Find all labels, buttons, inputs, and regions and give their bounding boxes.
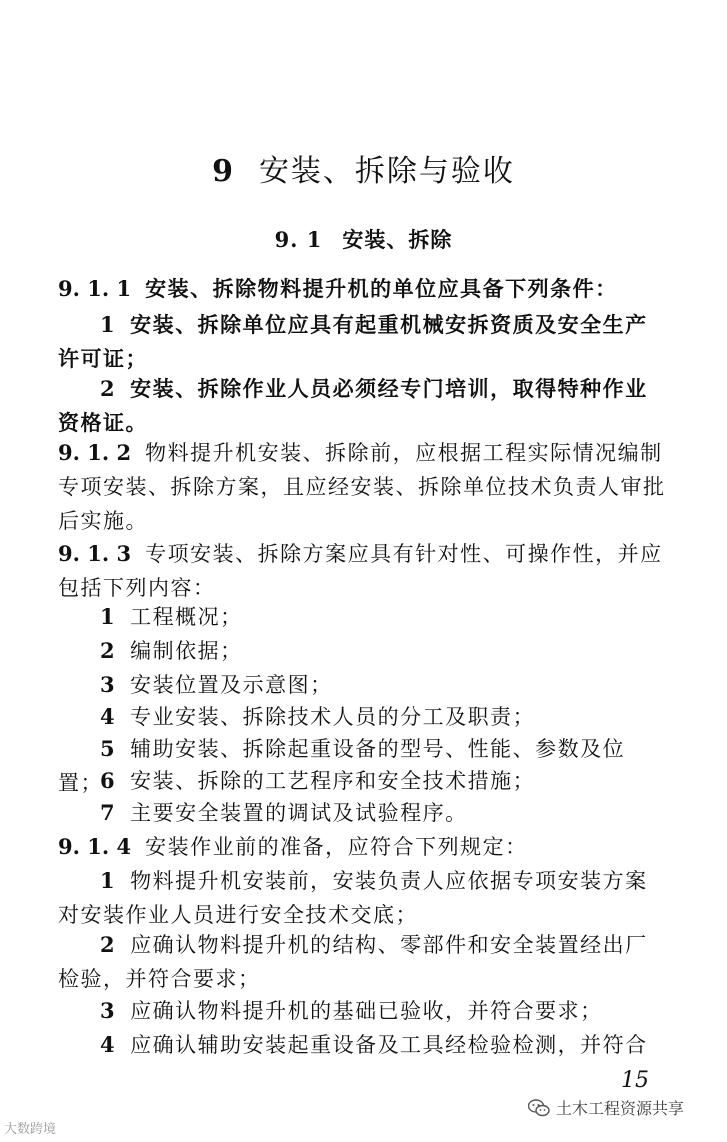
clause-text: 专项安装、拆除方案应具有针对性、可操作性，并应包括下列内容：	[58, 542, 663, 600]
item-number: 2	[100, 932, 117, 957]
clause-number: 9. 1. 1	[58, 276, 132, 301]
clause-9-1-4-item-2	[58, 928, 670, 996]
item-number: 4	[100, 1032, 117, 1057]
clause-9-1-4-item-4	[58, 1028, 670, 1062]
item-number: 1	[100, 868, 117, 893]
section-title-text: 安装、拆除	[342, 227, 453, 252]
item-number: 7	[100, 800, 117, 825]
item-number: 4	[100, 704, 117, 729]
watermark-left: 大数跨境	[4, 1122, 57, 1137]
clause-9-1-4-item-1	[58, 864, 670, 932]
wechat-icon	[528, 1099, 550, 1117]
item-text: 主要安全装置的调试及试验程序。	[130, 801, 468, 825]
item-text: 安装、拆除的工艺程序和安全技术措施；	[130, 769, 536, 793]
item-number: 3	[100, 672, 117, 697]
clause-9-1-2	[58, 436, 670, 538]
clause-9-1-1	[58, 272, 670, 306]
item-number: 6	[100, 768, 117, 793]
item-text: 物料提升机安装前，安装负责人应依据专项安装方案对安装作业人员进行安全技术交底；	[58, 869, 648, 927]
item-number: 3	[100, 998, 117, 1023]
item-text: 安装、拆除作业人员必须经专门培训，取得特种作业资格证。	[58, 376, 648, 435]
chapter-title	[0, 150, 727, 194]
clause-number: 9. 1. 4	[58, 834, 132, 859]
item-number: 2	[100, 638, 117, 663]
clause-9-1-3-item-3	[58, 668, 670, 702]
chapter-number: 9	[212, 154, 235, 189]
watermark-right-text: 土木工程资源共享	[556, 1099, 685, 1118]
item-text: 应确认物料提升机的基础已验收，并符合要求；	[130, 999, 603, 1023]
item-text: 编制依据；	[130, 639, 243, 663]
item-text: 应确认物料提升机的结构、零部件和安全装置经出厂检验，并符合要求；	[58, 933, 648, 991]
item-text: 安装、拆除单位应具有起重机械安拆资质及安全生产许可证；	[58, 312, 648, 371]
clause-text: 安装作业前的准备，应符合下列规定：	[145, 835, 528, 859]
watermark-right	[528, 1096, 684, 1119]
clause-9-1-3-item-2	[58, 634, 670, 668]
clause-text: 安装、拆除物料提升机的单位应具备下列条件：	[145, 276, 618, 301]
clause-text: 物料提升机安装、拆除前，应根据工程实际情况编制专项安装、拆除方案，且应经安装、拆除单位技术负责人审批后实施。	[58, 441, 666, 533]
clause-9-1-4	[58, 830, 670, 864]
item-text: 辅助安装、拆除起重设备的型号、性能、参数及位置；	[58, 737, 626, 795]
clause-9-1-3-item-6	[58, 764, 670, 798]
item-text: 工程概况；	[130, 605, 243, 629]
clause-9-1-1-item-2	[58, 372, 670, 440]
clause-9-1-4-item-3	[58, 994, 670, 1028]
item-number: 1	[100, 312, 117, 337]
clause-9-1-1-item-1	[58, 308, 670, 376]
clause-number: 9. 1. 3	[58, 541, 132, 566]
item-text: 应确认辅助安装起重设备及工具经检验检测，并符合	[130, 1033, 648, 1057]
item-text: 安装位置及示意图；	[130, 673, 333, 697]
section-number: 9. 1	[274, 227, 323, 252]
item-number: 2	[100, 376, 117, 401]
page-number: 15	[621, 1068, 649, 1093]
clause-9-1-3-item-1	[58, 600, 670, 634]
item-number: 1	[100, 604, 117, 629]
chapter-title-text: 安装、拆除与验收	[258, 154, 515, 189]
clause-9-1-3	[58, 537, 670, 605]
section-title	[0, 224, 727, 256]
item-number: 5	[100, 736, 117, 761]
item-text: 专业安装、拆除技术人员的分工及职责；	[130, 705, 536, 729]
clause-9-1-3-item-4	[58, 700, 670, 734]
clause-9-1-3-item-7	[58, 796, 670, 830]
clause-number: 9. 1. 2	[58, 440, 132, 465]
